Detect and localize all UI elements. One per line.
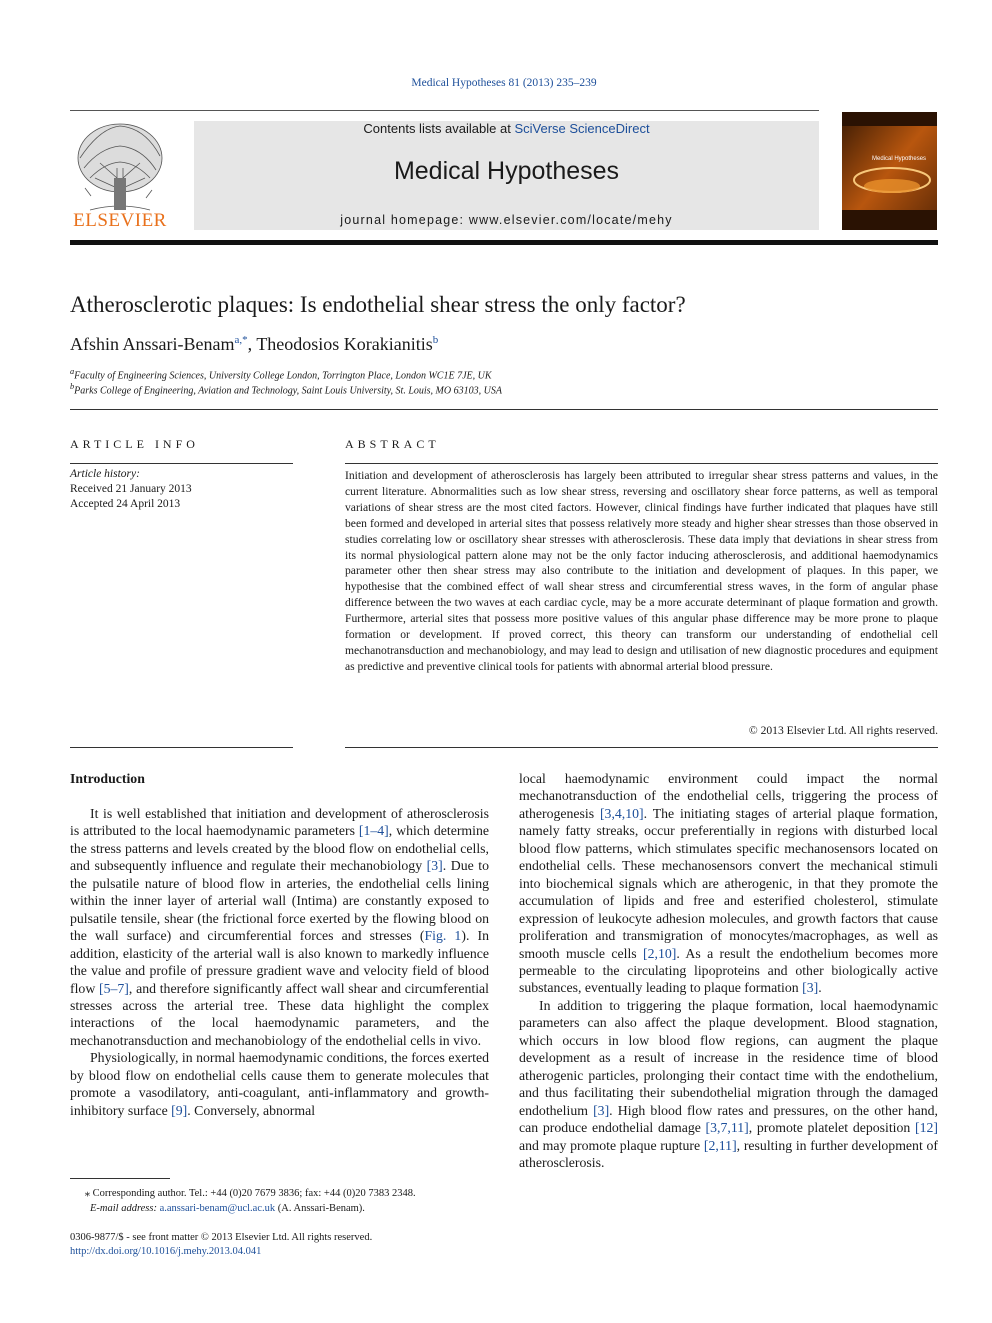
introduction-heading: Introduction xyxy=(70,771,145,786)
text-run: , promote platelet deposition xyxy=(748,1120,915,1136)
journal-cover-image[interactable] xyxy=(842,112,937,230)
reference-link[interactable]: [1–4] xyxy=(358,823,389,839)
affiliation-text: Faculty of Engineering Sciences, University College London, Torrington Place, London WC1E 7JE, UK xyxy=(74,370,492,382)
footnote-line xyxy=(70,1186,489,1201)
email-line xyxy=(70,1201,489,1216)
body-paragraph xyxy=(70,805,489,1049)
reference-link[interactable]: [3,7,11] xyxy=(705,1120,749,1136)
article-info-rule xyxy=(70,747,293,748)
text-run: , which determine the stress patterns and levels created by the blood flow on endothelial cells, and subsequently influence and regulate their mechanobiology xyxy=(70,823,489,874)
body-paragraph xyxy=(519,997,938,1172)
reference-link[interactable]: [5–7] xyxy=(99,980,129,996)
abstract-heading: ABSTRACT xyxy=(345,437,440,451)
article-info-heading: ARTICLE INFO xyxy=(70,437,199,451)
section-divider xyxy=(70,409,938,410)
issn-line: 0306-9877/$ - see front matter © 2013 Elsevier Ltd. All rights reserved. xyxy=(70,1232,373,1243)
contents-line xyxy=(194,121,819,136)
author-name: Afshin Anssari-Benam xyxy=(70,334,235,354)
body-column-right xyxy=(519,770,938,1171)
affiliation-a xyxy=(70,367,492,381)
article-title: Atherosclerotic plaques: Is endothelial shear stress the only factor? xyxy=(70,292,686,317)
header-divider xyxy=(70,110,819,111)
author-affiliation-marker[interactable]: b xyxy=(432,334,439,346)
text-run: In addition to triggering the plaque formation, local haemodynamic parameters can also affect the plaque development. Blood stagnation, which occurs in low blood flow regions, can augment the plaque development as a result of increase in the residence time of blood atherogenic particles, prolonging their contact time with the endothelium, and thus facilitating their subendothelial migration through the damaged endothelium xyxy=(519,997,938,1118)
body-column-left xyxy=(70,805,489,1119)
doi-link[interactable]: http://dx.doi.org/10.1016/j.mehy.2013.04.041 xyxy=(70,1246,262,1257)
author-list xyxy=(70,334,438,355)
reference-link[interactable]: [3] xyxy=(802,980,819,996)
text-run: and may promote plaque rupture xyxy=(519,1137,704,1153)
article-info-rule xyxy=(70,463,293,464)
contents-prefix: Contents lists available at xyxy=(363,121,511,136)
reference-link[interactable]: [3] xyxy=(593,1102,610,1118)
footnote-marker: ⁎ xyxy=(84,1188,90,1199)
corresponding-info: Corresponding author. Tel.: +44 (0)20 7679 3836; fax: +44 (0)20 7383 2348. xyxy=(92,1188,416,1199)
email-link[interactable]: a.anssari-benam@ucl.ac.uk xyxy=(159,1203,276,1214)
reference-link[interactable]: [2,10] xyxy=(643,945,677,961)
issn-block xyxy=(70,1231,372,1259)
journal-citation[interactable]: Medical Hypotheses 81 (2013) 235–239 xyxy=(411,77,597,89)
elsevier-logo[interactable] xyxy=(70,118,170,236)
text-run: . High blood flow rates and pressures, on the other hand, can produce endothelial damage xyxy=(519,1102,938,1136)
header-thick-rule xyxy=(70,240,938,245)
abstract-rule xyxy=(345,463,938,464)
reference-link[interactable]: [2,11] xyxy=(703,1137,737,1153)
email-label: E-mail address: xyxy=(90,1203,157,1214)
author-separator: , xyxy=(247,334,257,354)
reference-link[interactable]: [3,4,10] xyxy=(599,805,644,821)
abstract-text: Initiation and development of atherosclerosis has largely been attributed to irregular shear stress patterns and values, in the current literature. Abnormalities such as low shear stress, reversing and oscillatory shear force patterns, as well as temporal variations of shear stress are the most cited factors. However, clinical findings have further indicated that plaques have still been formed and developed in arterial sites that possess relatively more steady and higher shear stresses than those observed in studies correlating low or oscillatory shear stresses with atherosclerosis. These data imply that deviations in shear stress from its normal physiological pattern alone may not be the only factor inducing atherosclerosis, and additional haemodynamics parameter other then shear stress may also contribute to the initiation and development of plaques. In this paper, we hypothesise that the combined effect of wall shear stress and circumferential stress waves, in the form of angular phase difference between the two waves at each cardiac cycle, may be a more accurate determinant of plaque formation and growth. Furthermore, arterial sites that possess more positive values of this angular phase difference may be more prone to plaque formation or development. If proved correct, this theory can transform our understanding of endothelial cell mechanotransduction and mechanobiology, and may lead to design and utilisation of new diagnostic procedures and equipment as predictive and preventive clinical tools for patients with abnormal arterial blood pressure. xyxy=(345,469,938,673)
reference-link[interactable]: [12] xyxy=(915,1120,938,1136)
sciencedirect-link[interactable]: SciVerse ScienceDirect xyxy=(514,121,650,136)
cover-title: Medical Hypotheses xyxy=(872,156,927,162)
footnote-rule xyxy=(70,1178,170,1179)
journal-title: Medical Hypotheses xyxy=(393,157,620,185)
article-history-label: Article history: xyxy=(70,468,140,480)
journal-homepage[interactable]: journal homepage: www.elsevier.com/locate/mehy xyxy=(340,213,673,227)
text-run: . Conversely, abnormal xyxy=(187,1102,316,1118)
text-run: . xyxy=(818,980,822,996)
abstract-copyright: © 2013 Elsevier Ltd. All rights reserved. xyxy=(748,724,938,737)
affiliation-marker: a xyxy=(70,367,75,376)
text-run: , and therefore significantly affect wall shear and circumferential stresses across the arterial tree. These data highlight the complex interactions of the local haemodynamic parameters, and the mechanotransduction and mechanobiology of the endothelial cells in vivo. xyxy=(70,980,489,1048)
body-paragraph xyxy=(519,770,938,997)
author-affiliation-marker[interactable]: a,* xyxy=(234,334,248,346)
text-run: It is well established that initiation and development of atherosclerosis is attributed to the local haemodynamic parameters xyxy=(70,806,489,839)
reference-link[interactable]: [9] xyxy=(171,1102,188,1118)
affiliation-text: Parks College of Engineering, Aviation and Technology, Saint Louis University, St. Louis, MO 63103, USA xyxy=(74,385,502,397)
figure-link[interactable]: Fig. 1 xyxy=(424,928,462,944)
corresponding-author-footnote xyxy=(70,1186,489,1216)
text-run: . Due to the pulsatile nature of blood flow in arteries, the endothelial cells lining within the inner layer of arterial wall (Intima) are constantly exposed to pulsatile tensile, shear (the frictional force exerted by the flowing blood on the wall surface) and circumferential forces and stresses ( xyxy=(70,858,489,944)
accepted-date: Accepted 24 April 2013 xyxy=(70,498,181,510)
received-date: Received 21 January 2013 xyxy=(70,483,192,495)
cover-art-icon xyxy=(842,112,937,230)
text-run: . The initiating stages of arterial plaque formation, namely fatty streaks, occur preferentially in regions with disturbed local blood flow patterns, which stimulates specific mechanosensors located on endothelial cells. These mechanosensors convert the mechanical stimuli into biochemical signals which are atherogenic, in that they promote the accumulation of lipids and free and esterified cholesterol, stimulate expression of leukocyte adhesion molecules, and growth factors that cause proliferation and transmigration of monocytes/macrophages, as well as smooth muscle cells xyxy=(519,805,938,961)
author-name: Theodosios Korakianitis xyxy=(256,334,433,354)
body-paragraph xyxy=(70,1049,489,1119)
text-run: . As a result the endothelium becomes more permeable to the circulating lipoproteins and other biologically active substances, eventually leading to plaque formation xyxy=(519,945,939,996)
email-owner: (A. Anssari-Benam). xyxy=(277,1203,365,1214)
affiliation-marker: b xyxy=(70,382,75,391)
text-run: , resulting in further development of atherosclerosis. xyxy=(519,1137,938,1170)
text-run: Physiologically, in normal haemodynamic conditions, the forces exerted by blood flow on endothelial cells cause them to generate molecules that promote a vasodilatory, anti-coagulant, anti-inflammatory and growth-inhibitory surface xyxy=(70,1050,489,1118)
abstract-rule xyxy=(345,747,938,748)
text-run: local haemodynamic environment could impact the normal mechanotransduction of the endothelial cells, triggering the process of atherogenesis xyxy=(519,771,938,821)
affiliation-b xyxy=(70,382,502,396)
reference-link[interactable]: [3] xyxy=(426,858,443,874)
text-run: ). In addition, elasticity of the arterial wall is also known to markedly influence the value and profile of pressure gradient wave and velocity field of blood flow xyxy=(70,928,489,996)
elsevier-wordmark: ELSEVIER xyxy=(73,210,167,231)
